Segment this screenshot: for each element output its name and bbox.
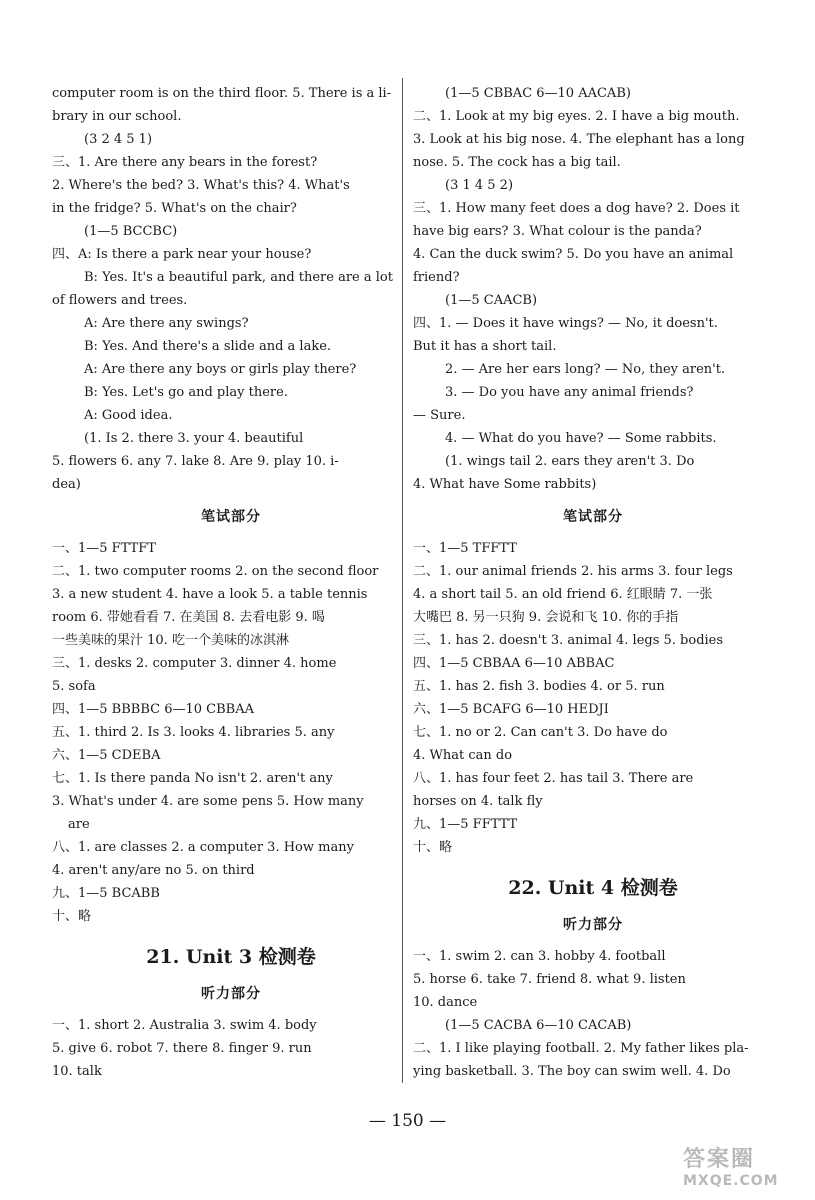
answer-line: 4. What have Some rabbits)	[413, 477, 597, 492]
answer-line: B: Yes. And there's a slide and a lake.	[84, 339, 332, 354]
answer-line: friend?	[413, 270, 460, 285]
answer-line: 四、1—5 CBBAA 6—10 ABBAC	[413, 656, 615, 671]
answer-line: 2. Where's the bed? 3. What's this? 4. What's	[52, 178, 350, 193]
answer-line: 七、1. no or 2. Can can't 3. Do have do	[413, 725, 668, 740]
answer-line: (1—5 BCCBC)	[84, 224, 178, 239]
unit-title: 21. Unit 3 检测卷	[146, 946, 316, 968]
right-answers-block	[413, 82, 773, 496]
answer-line: 三、1. has 2. doesn't 3. animal 4. legs 5. bodies	[413, 633, 724, 648]
answer-line: (1—5 CBBAC 6—10 AACAB)	[445, 86, 631, 101]
answer-line: 10. talk	[52, 1064, 102, 1079]
answer-line: 五、1. third 2. Is 3. looks 4. libraries 5. any	[52, 725, 335, 740]
section-heading-written: 笔试部分	[563, 509, 623, 525]
answer-line: (1—5 CACBA 6—10 CACAB)	[445, 1018, 632, 1033]
answer-line: 七、1. Is there panda No isn't 2. aren't any	[52, 771, 333, 786]
answer-line: 十、略	[413, 840, 453, 855]
answer-line: ying basketball. 3. The boy can swim well. 4. Do	[413, 1064, 731, 1079]
answer-line: 四、1—5 BBBBC 6—10 CBBAA	[52, 702, 254, 717]
answer-line: 八、1. are classes 2. a computer 3. How many	[52, 840, 354, 855]
answer-line: B: Yes. It's a beautiful park, and there are a lot	[84, 270, 393, 285]
answer-line: 一、1—5 FTTFT	[52, 541, 156, 556]
answer-line: A: Are there any boys or girls play there?	[84, 362, 357, 377]
left-written-block	[52, 537, 410, 928]
answer-line: 4. Can the duck swim? 5. Do you have an animal	[413, 247, 734, 262]
answer-line: (1—5 CAACB)	[445, 293, 538, 308]
answer-line: 2. — Are her ears long? — No, they aren't.	[445, 362, 726, 377]
answer-line: 十、略	[52, 909, 92, 924]
left-column	[52, 82, 410, 1083]
answer-line: 5. flowers 6. any 7. lake 8. Are 9. play 10. i-	[52, 454, 339, 469]
answer-line: 三、1. Are there any bears in the forest?	[52, 155, 318, 170]
right-listening-block	[413, 945, 773, 1083]
left-answers-block	[52, 82, 410, 496]
answer-line: 三、1. desks 2. computer 3. dinner 4. home	[52, 656, 337, 671]
answer-line: 八、1. has four feet 2. has tail 3. There are	[413, 771, 694, 786]
answer-line: (3 1 4 5 2)	[445, 178, 514, 193]
answer-line: 大嘴巴 8. 另一只狗 9. 会说和飞 10. 你的手指	[413, 610, 679, 625]
section-heading-listening: 听力部分	[201, 986, 261, 1002]
answer-line: are	[68, 817, 90, 832]
answer-line: B: Yes. Let's go and play there.	[84, 385, 288, 400]
answer-line: room 6. 带她看看 7. 在美国 8. 去看电影 9. 喝	[52, 610, 325, 625]
answer-line: 4. a short tail 5. an old friend 6. 红眼睛 7. 一张	[413, 587, 713, 602]
answer-line: brary in our school.	[52, 109, 182, 124]
answer-line: A: Good idea.	[84, 408, 173, 423]
answer-line: 九、1—5 FFTTT	[413, 817, 518, 832]
right-written-block	[413, 537, 773, 859]
answer-line: 六、1—5 CDEBA	[52, 748, 161, 763]
answer-line: 3. — Do you have any animal friends?	[445, 385, 694, 400]
answer-line: 10. dance	[413, 995, 478, 1010]
watermark-logo	[683, 1142, 803, 1192]
page-number: — 150 —	[368, 1111, 447, 1131]
answer-line: 4. — What do you have? — Some rabbits.	[445, 431, 717, 446]
answer-line: (1. Is 2. there 3. your 4. beautiful	[84, 431, 304, 446]
answer-line: 一、1. swim 2. can 3. hobby 4. football	[413, 949, 666, 964]
answer-line: 二、1. I like playing football. 2. My father likes pla-	[413, 1041, 749, 1056]
left-listening-block	[52, 1014, 410, 1083]
answer-line: 二、1. two computer rooms 2. on the second floor	[52, 564, 379, 579]
answer-line: 四、1. — Does it have wings? — No, it doesn't.	[413, 316, 718, 331]
answer-line: 5. sofa	[52, 679, 96, 694]
answer-line: 3. a new student 4. have a look 5. a table tennis	[52, 587, 368, 602]
answer-line: 四、A: Is there a park near your house?	[52, 247, 312, 262]
answer-line: 二、1. our animal friends 2. his arms 3. four legs	[413, 564, 733, 579]
answer-line: 五、1. has 2. fish 3. bodies 4. or 5. run	[413, 679, 665, 694]
answer-line: 一些美味的果汁 10. 吃一个美味的冰淇淋	[52, 633, 289, 648]
answer-line: 二、1. Look at my big eyes. 2. I have a big mouth.	[413, 109, 740, 124]
watermark-url: MXQE.COM	[683, 1173, 779, 1189]
answer-line: A: Are there any swings?	[84, 316, 249, 331]
answer-line: 九、1—5 BCABB	[52, 886, 160, 901]
watermark-text: 答案圈	[683, 1147, 756, 1172]
answer-line: computer room is on the third floor. 5. There is a li-	[52, 86, 392, 101]
answer-line: of flowers and trees.	[52, 293, 188, 308]
answer-line: 4. aren't any/are no 5. on third	[52, 863, 255, 878]
answer-line: 3. Look at his big nose. 4. The elephant has a long	[413, 132, 745, 147]
unit-title: 22. Unit 4 检测卷	[508, 877, 678, 899]
answer-line: 三、1. How many feet does a dog have? 2. Does it	[413, 201, 740, 216]
answer-line: 5. horse 6. take 7. friend 8. what 9. listen	[413, 972, 686, 987]
answer-line: (3 2 4 5 1)	[84, 132, 153, 147]
answer-line: 4. What can do	[413, 748, 513, 763]
section-heading-listening: 听力部分	[563, 917, 623, 933]
answer-line: nose. 5. The cock has a big tail.	[413, 155, 621, 170]
answer-line: horses on 4. talk fly	[413, 794, 543, 809]
answer-line: (1. wings tail 2. ears they aren't 3. Do	[445, 454, 695, 469]
answer-line: 3. What's under 4. are some pens 5. How many	[52, 794, 364, 809]
right-column	[413, 82, 773, 1083]
answer-line: have big ears? 3. What colour is the panda?	[413, 224, 702, 239]
answer-line: in the fridge? 5. What's on the chair?	[52, 201, 297, 216]
answer-line: But it has a short tail.	[413, 339, 557, 354]
answer-line: 一、1—5 TFFTT	[413, 541, 517, 556]
answer-line: 一、1. short 2. Australia 3. swim 4. body	[52, 1018, 317, 1033]
answer-line: — Sure.	[413, 408, 466, 423]
answer-line: 5. give 6. robot 7. there 8. finger 9. run	[52, 1041, 312, 1056]
section-heading-written: 笔试部分	[201, 509, 261, 525]
answer-line: dea)	[52, 477, 81, 492]
answer-line: 六、1—5 BCAFG 6—10 HEDJI	[413, 702, 609, 717]
